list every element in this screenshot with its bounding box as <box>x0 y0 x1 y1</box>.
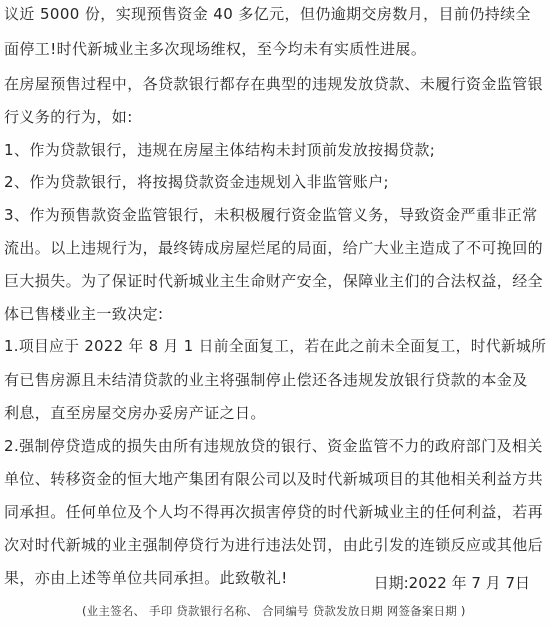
text-line: 体已售楼业主一致决定: <box>4 305 164 323</box>
text-line: 面停工!时代新城业主多次现场维权，至今均未有实质性进展。 <box>4 40 427 58</box>
text-line: 2、作为贷款银行，将按揭贷款资金违规划入非监管账户; <box>4 173 389 191</box>
text-line: 次对时代新城的业主强制停贷行为进行违法处罚，由此引发的连锁反应或其他后 <box>4 536 544 554</box>
text-line: 巨大损失。为了保证时代新城业主生命财产安全，保障业主们的合法权益，经全 <box>4 272 544 290</box>
letter-date: 日期:2022 年 7 月 7日 <box>373 574 530 592</box>
text-line: 利息，直至房屋交房办妥房产证之日。 <box>4 404 266 422</box>
text-line: 同承担。任何单位及个人均不得再次损害停贷的时代新城业主的任何利益，若再 <box>4 503 544 521</box>
signature-footnote: (业主签名、 手印 贷款银行名称、 合同编号 贷款发放日期 网签备案日期 ) <box>82 604 466 618</box>
text-line: 行义务的行为，如: <box>4 108 133 126</box>
text-line: 2.强制停贷造成的损失由所有违规放贷的银行、资金监管不力的政府部门及相关 <box>4 437 543 455</box>
text-line: 在房屋预售过程中，各贷款银行都存在典型的违规发放贷款、未履行资金监管银 <box>4 75 544 93</box>
text-line: 有已售房源且未结清贷款的业主将强制停止偿还各违规发放银行贷款的本金及 <box>4 371 528 389</box>
text-line: 1.项目应于 2022 年 8 月 1 日前全面复工，若在此之前未全面复工，时代新城所 <box>4 338 547 355</box>
text-line: 单位、转移资金的恒大地产集团有限公司以及时代新城项目的其他相关利益方共 <box>4 470 544 488</box>
text-line: 1、作为贷款银行，违规在房屋主体结构未封顶前发放按揭贷款; <box>4 141 436 159</box>
text-line: 3、作为预售款资金监管银行，未积极履行资金监管义务，导致资金严重非正常 <box>4 206 538 224</box>
text-line: 流出。以上违规行为，最终铸成房屋烂尾的局面，给广大业主造成了不可挽回的 <box>4 239 544 257</box>
text-line: 议近 5000 份，实现预售资金 40 多亿元，但仍逾期交房数月，目前仍持续全 <box>4 5 531 23</box>
text-line: 果，亦由上述等单位共同承担。此致敬礼! <box>4 569 288 587</box>
